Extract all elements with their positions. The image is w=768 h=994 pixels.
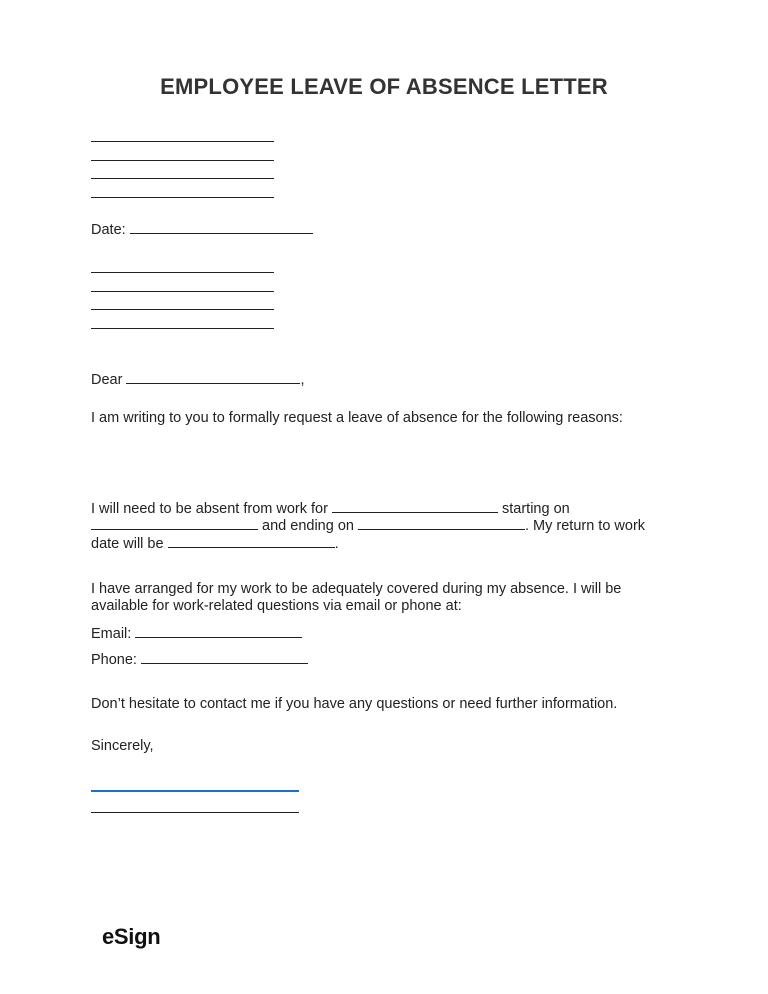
signature-line[interactable] <box>91 790 299 792</box>
return-date-field[interactable] <box>168 534 335 548</box>
recipient-address-line-4[interactable] <box>91 328 274 329</box>
recipient-address-line-2[interactable] <box>91 291 274 292</box>
esign-logo: eSign <box>102 924 161 949</box>
sign-off: Sincerely, <box>91 738 154 754</box>
absence-line-3 <box>91 534 339 554</box>
closing-note: Don’t hesitate to contact me if you have any questions or need further information. <box>91 696 618 712</box>
absence-text-6: . <box>334 536 339 552</box>
end-date-field[interactable] <box>358 516 525 530</box>
phone-field[interactable] <box>141 650 308 664</box>
date-field[interactable] <box>130 220 313 234</box>
salutation-comma: , <box>300 372 305 388</box>
absence-text-1: I will need to be absent from work for <box>91 501 328 517</box>
date-row <box>91 220 313 240</box>
absence-duration-field[interactable] <box>332 499 498 513</box>
coverage-line-1: I have arranged for my work to be adequately covered during my absence. I will be <box>91 581 622 597</box>
salutation-row <box>91 370 305 390</box>
email-row <box>91 624 302 644</box>
sender-address-line-4[interactable] <box>91 197 274 198</box>
document-title: EMPLOYEE LEAVE OF ABSENCE LETTER <box>160 74 608 99</box>
sender-address-line-3[interactable] <box>91 178 274 179</box>
email-field[interactable] <box>135 624 302 638</box>
recipient-address-line-1[interactable] <box>91 272 274 273</box>
absence-text-5: date will be <box>91 536 164 552</box>
sender-address-line-1[interactable] <box>91 141 274 142</box>
recipient-address-line-3[interactable] <box>91 309 274 310</box>
absence-line-2 <box>91 516 645 536</box>
absence-text-4: . My return to work <box>524 518 646 534</box>
recipient-name-field[interactable] <box>126 370 300 384</box>
intro-paragraph: I am writing to you to formally request a leave of absence for the following reasons: <box>91 410 623 426</box>
email-label: Email: <box>91 626 132 642</box>
absence-text-3: and ending on <box>262 518 354 534</box>
salutation-label: Dear <box>91 372 123 388</box>
coverage-line-2: available for work-related questions via email or phone at: <box>91 598 462 614</box>
date-label: Date: <box>91 222 126 238</box>
absence-text-2: starting on <box>502 501 570 517</box>
printed-name-line[interactable] <box>91 812 299 813</box>
phone-row <box>91 650 308 670</box>
sender-address-line-2[interactable] <box>91 160 274 161</box>
phone-label: Phone: <box>91 652 137 668</box>
start-date-field[interactable] <box>91 516 258 530</box>
